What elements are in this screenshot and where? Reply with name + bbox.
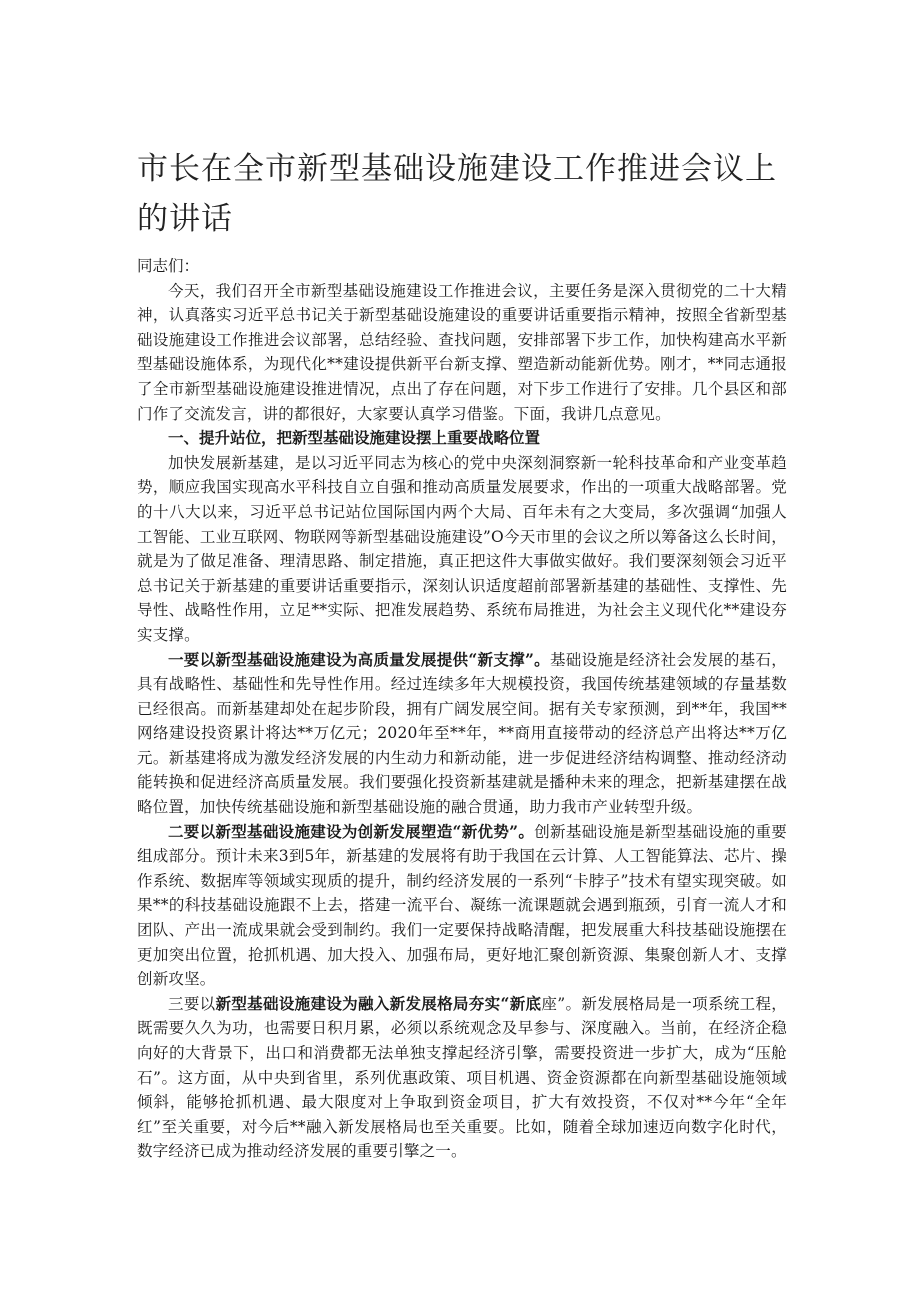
point-three-lead-tail: 座”。 — [541, 994, 582, 1013]
point-three-body: 新发展格局是一项系统工程，既需要久久为功，也需要日积月累，必须以系统观念及早参与、深度融入。当前，在经济企稳向好的大背景下，出口和消费都无法单独支撑起经济引擎，需要投资进一步扩大，成为“压舱石”。这方面，从中央到省里，系列优惠政策、项目机遇、资金资源都在向新型基础设施领域倾斜，能够抢抓机遇、最大限度对上争取到资金项目，扩大有效投资，不仅对**今年“全年红”至关重要，对今后**融入新发展格局也至关重要。比如，随着全球加速迈向数字化时代，数字经济已成为推动经济发展的重要引擎之一。 — [137, 994, 787, 1161]
point-three-lead: 新型基础设施建设为融入新发展格局夯实“新底 — [215, 993, 542, 1013]
point-two-lead: 二要以新型基础设施建设为创新发展塑造“新优势”。 — [168, 821, 535, 841]
point-one-lead: 一要以新型基础设施建设为高质量发展提供“新支撑”。 — [168, 649, 550, 669]
intro-paragraph: 今天，我们召开全市新型基础设施建设工作推进会议，主要任务是深入贯彻党的二十大精神，认真落实习近平总书记关于新型基础设施建设的重要讲话重要指示精神，按照全省新型基础设施建设工作推进会议部署，总结经验、查找问题，安排部署下步工作，加快构建高水平新型基础设施体系，为现代化**建设提供新平台新支撑、塑造新动能新优势。刚才，**同志通报了全市新型基础设施建设推进情况，点出了存在问题，对下步工作进行了安排。几个县区和部门作了交流发言，讲的都很好，大家要认真学习借鉴。下面，我讲几点意见。 — [137, 281, 787, 423]
point-one-body: 基础设施是经济社会发展的基石，具有战略性、基础性和先导性作用。经过连续多年大规模投资，我国传统基建领域的存量基数已经很高。而新基建却处在起步阶段，拥有广阔发展空间。据有关专家预测，到**年，我国**网络建设投资累计将达**万亿元；2020年至**年，**商用直接带动的经济总产出将达**万亿元。新基建将成为激发经济发展的内生动力和新动能，进一步促进经济结构调整、推动经济动能转换和促进经济高质量发展。我们要强化投资新基建就是播种未来的理念，把新基建摆在战略位置，加快传统基础设施和新型基础设施的融合贯通，助力我市产业转型升级。 — [137, 650, 787, 817]
section-heading: 一、提升站位，把新型基础设施建设摆上重要战略位置 — [168, 428, 541, 448]
point-one-paragraph — [137, 648, 787, 820]
section-paragraph: 加快发展新基建，是以习近平同志为核心的党中央深刻洞察新一轮科技革命和产业变革趋势，顺应我国实现高水平科技自立自强和推动高质量发展要求，作出的一项重大战略部署。党的十八大以来，习近平总书记站位国际国内两个大局、百年未有之大变局，多次强调“加强人工智能、工业互联网、物联网等新型基础设施建设”O今天市里的会议之所以筹备这么长时间，就是为了做足准备、理清思路、制定措施，真正把这件大事做实做好。我们要深刻领会习近平总书记关于新基建的重要讲话重要指示，深刻认识适度超前部署新基建的基础性、支撑性、先导性、战略性作用，立足**实际、把准发展趋势、系统布局推进，为社会主义现代化**建设夯实支撑。 — [137, 453, 787, 644]
point-three-prefix: 三要以 — [168, 994, 216, 1013]
point-three-paragraph — [137, 992, 787, 1164]
document-title: 市长在全市新型基础设施建设工作推进会议上的讲话 — [137, 151, 777, 237]
point-two-body: 创新基础设施是新型基础设施的重要组成部分。预计未来3到5年，新基建的发展将有助于我国在云计算、人工智能算法、芯片、操作系统、数据库等领域实现质的提升，制约经济发展的一系列“卡脖子”技术有望实现突破。如果**的科技基础设施跟不上去，搭建一流平台、凝练一流课题就会遇到瓶颈，引育一流人才和团队、产出一流成果就会受到制约。我们一定要保持战略清醒，把发展重大科技基础设施摆在更加突出位置，抢抓机遇、加大投入、加强布局，更好地汇聚创新资源、集聚创新人才、支撑创新攻坚。 — [137, 822, 788, 989]
point-two-paragraph — [137, 820, 787, 992]
salutation: 同志们： — [137, 257, 200, 275]
document-page — [137, 0, 787, 1164]
